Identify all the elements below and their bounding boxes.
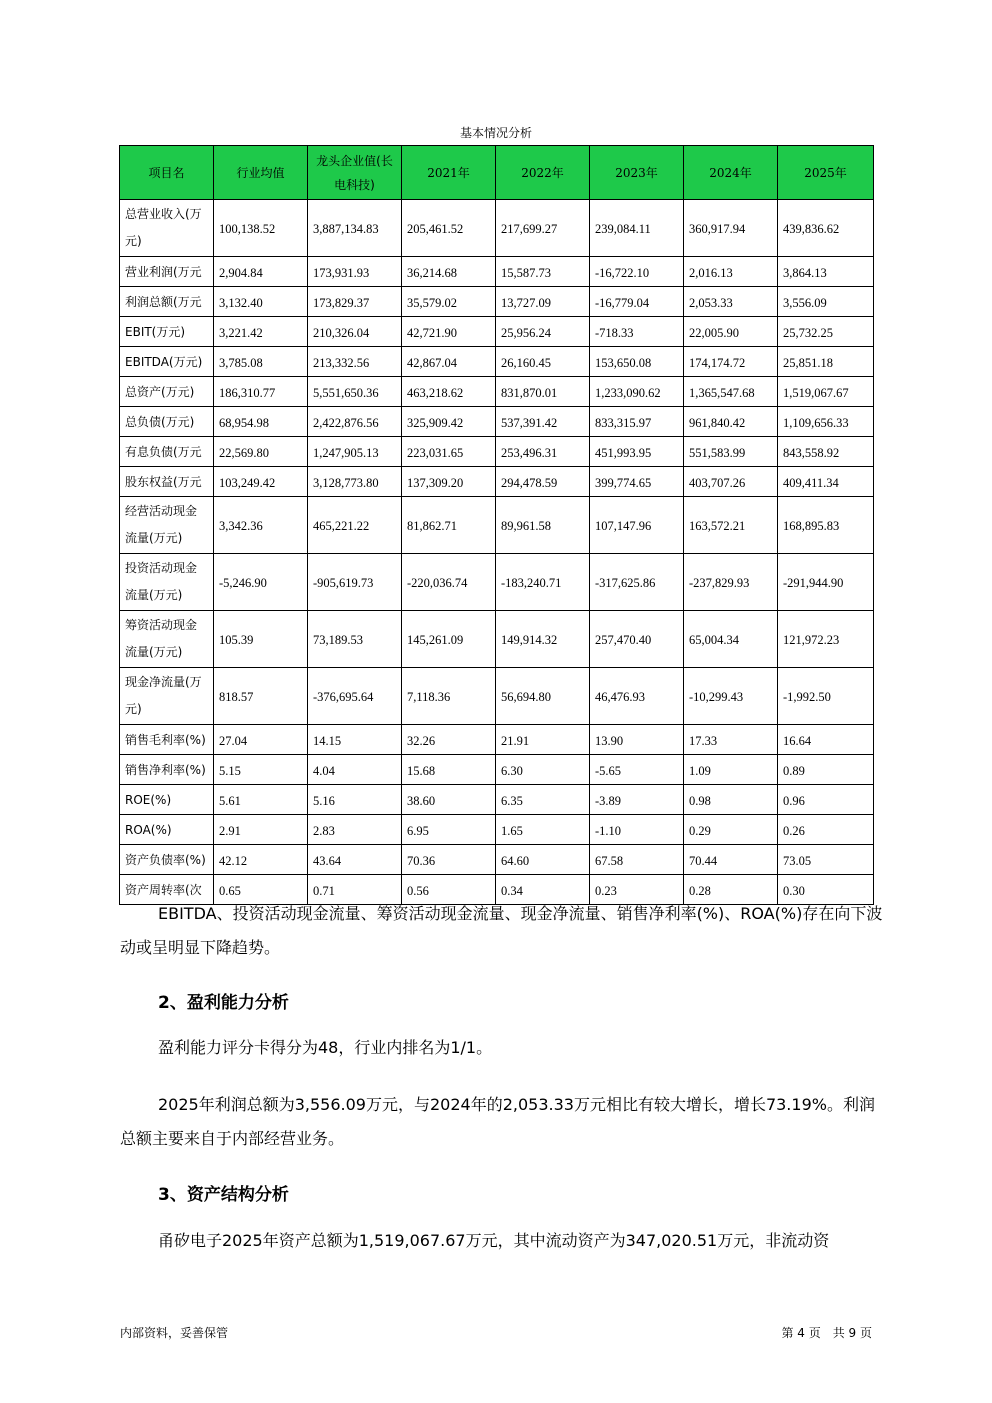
value-cell: 25,851.18	[778, 347, 874, 377]
table-row	[120, 200, 874, 257]
value-cell: 833,315.97	[590, 407, 684, 437]
table-row	[120, 467, 874, 497]
value-cell: 294,478.59	[496, 467, 590, 497]
value-cell: 153,650.08	[590, 347, 684, 377]
section-2-paragraph-1: 盈利能力评分卡得分为48，行业内排名为1/1。	[158, 1038, 493, 1057]
section-3-paragraph-1: 甬矽电子2025年资产总额为1,519,067.67万元，其中流动资产为347,020.51万元，非流动资	[158, 1231, 830, 1250]
value-cell: 3,887,134.83	[308, 200, 402, 257]
value-cell: 173,829.37	[308, 287, 402, 317]
value-cell: 7,118.36	[402, 668, 496, 725]
value-cell: 186,310.77	[214, 377, 308, 407]
row-label: 总负债(万元)	[120, 407, 214, 437]
table-row	[120, 317, 874, 347]
value-cell: 65,004.34	[684, 611, 778, 668]
value-cell: 2,053.33	[684, 287, 778, 317]
value-cell: 107,147.96	[590, 497, 684, 554]
value-cell: 25,956.24	[496, 317, 590, 347]
value-cell: 15,587.73	[496, 257, 590, 287]
value-cell: 17.33	[684, 725, 778, 755]
value-cell: 5,551,650.36	[308, 377, 402, 407]
value-cell: 3,221.42	[214, 317, 308, 347]
row-label: EBITDA(万元)	[120, 347, 214, 377]
value-cell: 56,694.80	[496, 668, 590, 725]
table-row	[120, 554, 874, 611]
value-cell: 1,247,905.13	[308, 437, 402, 467]
value-cell: 3,556.09	[778, 287, 874, 317]
value-cell: -16,722.10	[590, 257, 684, 287]
value-cell: 399,774.65	[590, 467, 684, 497]
value-cell: -718.33	[590, 317, 684, 347]
value-cell: 5.15	[214, 755, 308, 785]
row-label: 资产负债率(%)	[120, 845, 214, 875]
value-cell: 168,895.83	[778, 497, 874, 554]
table-row	[120, 437, 874, 467]
value-cell: 239,084.11	[590, 200, 684, 257]
header-cell: 2021年	[402, 146, 496, 200]
value-cell: -1.10	[590, 815, 684, 845]
value-cell: 1,519,067.67	[778, 377, 874, 407]
value-cell: 465,221.22	[308, 497, 402, 554]
value-cell: 0.23	[590, 875, 684, 905]
value-cell: 0.28	[684, 875, 778, 905]
value-cell: -3.89	[590, 785, 684, 815]
row-label: 投资活动现金流量(万元)	[120, 554, 214, 611]
value-cell: 537,391.42	[496, 407, 590, 437]
value-cell: 0.56	[402, 875, 496, 905]
value-cell: 173,931.93	[308, 257, 402, 287]
value-cell: 818.57	[214, 668, 308, 725]
value-cell: 3,864.13	[778, 257, 874, 287]
value-cell: 14.15	[308, 725, 402, 755]
footer-page-number: 第 4 页 共 9 页	[781, 1326, 872, 1340]
value-cell: 213,332.56	[308, 347, 402, 377]
table-row	[120, 407, 874, 437]
value-cell: 5.16	[308, 785, 402, 815]
value-cell: 0.29	[684, 815, 778, 845]
value-cell: 121,972.23	[778, 611, 874, 668]
value-cell: 6.95	[402, 815, 496, 845]
value-cell: 3,132.40	[214, 287, 308, 317]
value-cell: 149,914.32	[496, 611, 590, 668]
value-cell: 2.83	[308, 815, 402, 845]
value-cell: 13,727.09	[496, 287, 590, 317]
value-cell: 15.68	[402, 755, 496, 785]
value-cell: 32.26	[402, 725, 496, 755]
value-cell: 1.09	[684, 755, 778, 785]
value-cell: 205,461.52	[402, 200, 496, 257]
header-cell: 2025年	[778, 146, 874, 200]
value-cell: 64.60	[496, 845, 590, 875]
table-row	[120, 257, 874, 287]
value-cell: -5,246.90	[214, 554, 308, 611]
row-label: 总营业收入(万元)	[120, 200, 214, 257]
value-cell: 0.96	[778, 785, 874, 815]
row-label: 营业利润(万元	[120, 257, 214, 287]
value-cell: 1,365,547.68	[684, 377, 778, 407]
row-label: EBIT(万元)	[120, 317, 214, 347]
value-cell: 0.30	[778, 875, 874, 905]
value-cell: 3,128,773.80	[308, 467, 402, 497]
row-label: 销售净利率(%)	[120, 755, 214, 785]
value-cell: 217,699.27	[496, 200, 590, 257]
value-cell: 100,138.52	[214, 200, 308, 257]
value-cell: 42,867.04	[402, 347, 496, 377]
value-cell: 551,583.99	[684, 437, 778, 467]
row-label: ROA(%)	[120, 815, 214, 845]
value-cell: -291,944.90	[778, 554, 874, 611]
value-cell: 451,993.95	[590, 437, 684, 467]
value-cell: 163,572.21	[684, 497, 778, 554]
value-cell: 961,840.42	[684, 407, 778, 437]
value-cell: 38.60	[402, 785, 496, 815]
row-label: 有息负债(万元	[120, 437, 214, 467]
table-header-row	[120, 146, 874, 200]
row-label: 现金净流量(万元)	[120, 668, 214, 725]
table-row	[120, 377, 874, 407]
value-cell: 42,721.90	[402, 317, 496, 347]
value-cell: 46,476.93	[590, 668, 684, 725]
header-cell: 2022年	[496, 146, 590, 200]
value-cell: -10,299.43	[684, 668, 778, 725]
value-cell: 73,189.53	[308, 611, 402, 668]
value-cell: 843,558.92	[778, 437, 874, 467]
value-cell: -183,240.71	[496, 554, 590, 611]
footer-confidential-note: 内部资料，妥善保管	[120, 1326, 229, 1340]
basic-analysis-table	[119, 145, 874, 905]
table-row	[120, 785, 874, 815]
value-cell: 27.04	[214, 725, 308, 755]
value-cell: 67.58	[590, 845, 684, 875]
value-cell: 0.34	[496, 875, 590, 905]
summary-paragraph: EBITDA、投资活动现金流量、筹资活动现金流量、现金净流量、销售净利率(%)、ROA(%)存在向下波动或呈明显下降趋势。	[120, 904, 883, 957]
section-2-paragraph-2: 2025年利润总额为3,556.09万元，与2024年的2,053.33万元相比有较大增长，增长73.19%。利润总额主要来自于内部经营业务。	[120, 1095, 875, 1148]
table-row	[120, 347, 874, 377]
value-cell: 43.64	[308, 845, 402, 875]
value-cell: 73.05	[778, 845, 874, 875]
value-cell: 1.65	[496, 815, 590, 845]
value-cell: 6.30	[496, 755, 590, 785]
value-cell: 831,870.01	[496, 377, 590, 407]
value-cell: 3,342.36	[214, 497, 308, 554]
value-cell: 325,909.42	[402, 407, 496, 437]
value-cell: 403,707.26	[684, 467, 778, 497]
row-label: ROE(%)	[120, 785, 214, 815]
value-cell: 2,422,876.56	[308, 407, 402, 437]
value-cell: 68,954.98	[214, 407, 308, 437]
header-cell: 龙头企业值(长电科技)	[308, 146, 402, 200]
value-cell: 0.71	[308, 875, 402, 905]
table-row	[120, 668, 874, 725]
value-cell: 89,961.58	[496, 497, 590, 554]
value-cell: 253,496.31	[496, 437, 590, 467]
header-cell: 2024年	[684, 146, 778, 200]
value-cell: 3,785.08	[214, 347, 308, 377]
value-cell: 21.91	[496, 725, 590, 755]
value-cell: -317,625.86	[590, 554, 684, 611]
value-cell: 257,470.40	[590, 611, 684, 668]
table-row	[120, 287, 874, 317]
value-cell: 223,031.65	[402, 437, 496, 467]
value-cell: 0.98	[684, 785, 778, 815]
table-row	[120, 815, 874, 845]
value-cell: 2,016.13	[684, 257, 778, 287]
header-cell: 项目名	[120, 146, 214, 200]
table-caption: 基本情况分析	[459, 126, 532, 140]
value-cell: 145,261.09	[402, 611, 496, 668]
row-label: 经营活动现金流量(万元)	[120, 497, 214, 554]
value-cell: 2,904.84	[214, 257, 308, 287]
value-cell: -5.65	[590, 755, 684, 785]
value-cell: 0.65	[214, 875, 308, 905]
section-2-heading: 2、盈利能力分析	[158, 993, 289, 1013]
value-cell: 137,309.20	[402, 467, 496, 497]
value-cell: 25,732.25	[778, 317, 874, 347]
value-cell: 174,174.72	[684, 347, 778, 377]
value-cell: 81,862.71	[402, 497, 496, 554]
value-cell: -220,036.74	[402, 554, 496, 611]
value-cell: 36,214.68	[402, 257, 496, 287]
table-row	[120, 845, 874, 875]
value-cell: 5.61	[214, 785, 308, 815]
header-cell: 2023年	[590, 146, 684, 200]
value-cell: 22,569.80	[214, 437, 308, 467]
value-cell: 26,160.45	[496, 347, 590, 377]
row-label: 筹资活动现金流量(万元)	[120, 611, 214, 668]
value-cell: 1,109,656.33	[778, 407, 874, 437]
value-cell: -16,779.04	[590, 287, 684, 317]
value-cell: 22,005.90	[684, 317, 778, 347]
table-row	[120, 611, 874, 668]
value-cell: 70.44	[684, 845, 778, 875]
value-cell: 70.36	[402, 845, 496, 875]
value-cell: 42.12	[214, 845, 308, 875]
value-cell: 6.35	[496, 785, 590, 815]
value-cell: 1,233,090.62	[590, 377, 684, 407]
value-cell: -905,619.73	[308, 554, 402, 611]
table-row	[120, 725, 874, 755]
value-cell: 360,917.94	[684, 200, 778, 257]
value-cell: 210,326.04	[308, 317, 402, 347]
value-cell: 0.89	[778, 755, 874, 785]
value-cell: -237,829.93	[684, 554, 778, 611]
value-cell: 0.26	[778, 815, 874, 845]
value-cell: -1,992.50	[778, 668, 874, 725]
value-cell: 13.90	[590, 725, 684, 755]
value-cell: 439,836.62	[778, 200, 874, 257]
table-row	[120, 755, 874, 785]
value-cell: 4.04	[308, 755, 402, 785]
value-cell: 463,218.62	[402, 377, 496, 407]
value-cell: 409,411.34	[778, 467, 874, 497]
table-row	[120, 497, 874, 554]
value-cell: -376,695.64	[308, 668, 402, 725]
row-label: 总资产(万元)	[120, 377, 214, 407]
section-3-heading: 3、资产结构分析	[158, 1185, 289, 1205]
row-label: 利润总额(万元	[120, 287, 214, 317]
value-cell: 35,579.02	[402, 287, 496, 317]
header-cell: 行业均值	[214, 146, 308, 200]
row-label: 销售毛利率(%)	[120, 725, 214, 755]
value-cell: 103,249.42	[214, 467, 308, 497]
value-cell: 105.39	[214, 611, 308, 668]
row-label: 资产周转率(次	[120, 875, 214, 905]
value-cell: 2.91	[214, 815, 308, 845]
value-cell: 16.64	[778, 725, 874, 755]
row-label: 股东权益(万元	[120, 467, 214, 497]
